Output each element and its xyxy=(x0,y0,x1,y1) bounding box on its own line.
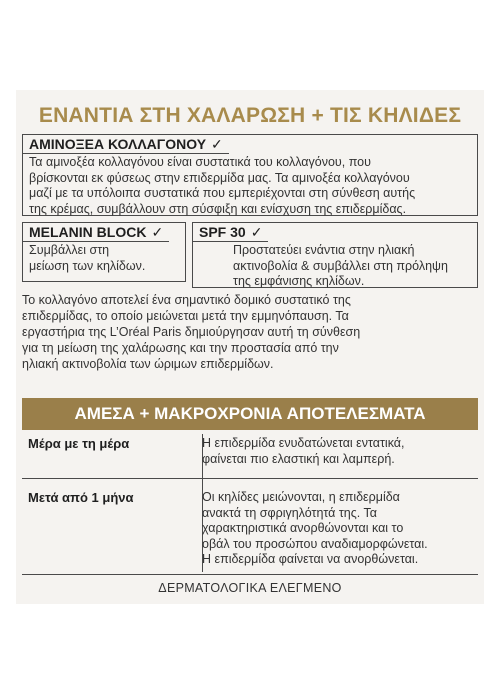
divider xyxy=(22,478,478,479)
text-line: για τη μείωση της χαλάρωσης και την προστασία από την xyxy=(22,341,339,355)
melanin-heading xyxy=(23,223,169,242)
result-label: Μετά από 1 μήνα xyxy=(28,490,134,505)
text-line: εργαστήρια της L’Oréal Paris δημιούργησαν αυτή τη σύνθεση xyxy=(22,325,361,339)
text-line: φαίνεται πιο ελαστική και λαμπερή. xyxy=(202,451,395,466)
text-line: βρίσκονται εκ φύσεως στην επιδερμίδα μας. Τα αμινοξέα κολλαγόνου xyxy=(29,170,410,185)
collagen-text xyxy=(23,154,477,217)
melanin-heading-text: MELANIN BLOCK xyxy=(29,224,147,240)
text-line: Συμβάλλει στη xyxy=(29,243,110,257)
result-label: Μέρα με τη μέρα xyxy=(28,436,130,451)
result-text xyxy=(202,490,472,568)
result-row-daily xyxy=(22,436,478,476)
text-line: επιδερμίδας, το οποίο μειώνεται μετά την εμμηνόπαυση. Τα xyxy=(22,309,349,323)
collagen-box xyxy=(22,134,478,216)
text-line: της κρέμας, συμβάλλουν στη σύσφιξη και ενίσχυση της επιδερμίδας. xyxy=(29,201,407,216)
results-banner: ΑΜΕΣΑ + ΜΑΚΡΟΧΡΟΝΙΑ ΑΠΟΤΕΛΕΣΜΑΤΑ xyxy=(22,398,478,430)
result-text xyxy=(202,436,472,467)
text-line: Το κολλαγόνο αποτελεί ένα σημαντικό δομικό συστατικό της xyxy=(22,293,351,307)
text-line: οβάλ του προσώπου αναδιαμορφώνεται. xyxy=(202,536,428,551)
spf-text xyxy=(193,242,477,290)
text-line: Η επιδερμίδα φαίνεται να ανορθώνεται. xyxy=(202,552,419,566)
melanin-text xyxy=(23,242,185,274)
text-line: Η επιδερμίδα ενυδατώνεται εντατικά, xyxy=(202,436,405,450)
text-line: ανακτά τη σφριγηλότητά της. Τα xyxy=(202,505,377,520)
text-line: ηλιακή ακτινοβολία των ώριμων επιδερμίδων. xyxy=(22,357,274,371)
footer-note: ΔΕΡΜΑΤΟΛΟΓΙΚΑ ΕΛΕΓΜΕΝΟ xyxy=(158,581,342,595)
text-line: μείωση των κηλίδων. xyxy=(29,258,146,273)
text-line: χαρακτηριστικά ανορθώνονται και το xyxy=(202,521,404,535)
text-line: Προστατεύει ενάντια στην ηλιακή xyxy=(233,243,415,257)
spf-heading xyxy=(193,223,268,242)
check-icon: ✓ xyxy=(151,224,164,240)
spf-box xyxy=(192,222,478,288)
page-title: ΕΝΑΝΤΙΑ ΣΤΗ ΧΑΛΑΡΩΣΗ + ΤΙΣ ΚΗΛΙΔΕΣ xyxy=(38,104,462,127)
text-line: μαζί με τα υπόλοιπα συστατικά που εμπεριέχονται στη σύνθεση αυτής xyxy=(29,186,416,200)
collagen-heading-text: ΑΜΙΝΟΞΕΑ ΚΟΛΛΑΓΟΝΟΥ xyxy=(29,136,207,152)
text-line: της εμφάνισης κηλίδων. xyxy=(233,274,365,288)
check-icon: ✓ xyxy=(250,224,263,240)
divider xyxy=(22,574,478,575)
collagen-heading xyxy=(23,135,229,154)
text-line: ακτινοβολία & συμβάλλει στη πρόληψη xyxy=(233,258,448,273)
result-row-month xyxy=(22,490,478,570)
spf-heading-text: SPF 30 xyxy=(199,224,246,240)
melanin-box xyxy=(22,222,186,282)
check-icon: ✓ xyxy=(211,136,223,152)
text-line: Τα αμινοξέα κολλαγόνου είναι συστατικά του κολλαγόνου, που xyxy=(29,155,371,169)
description-paragraph xyxy=(22,292,478,372)
text-line: Οι κηλίδες μειώνονται, η επιδερμίδα xyxy=(202,490,400,504)
